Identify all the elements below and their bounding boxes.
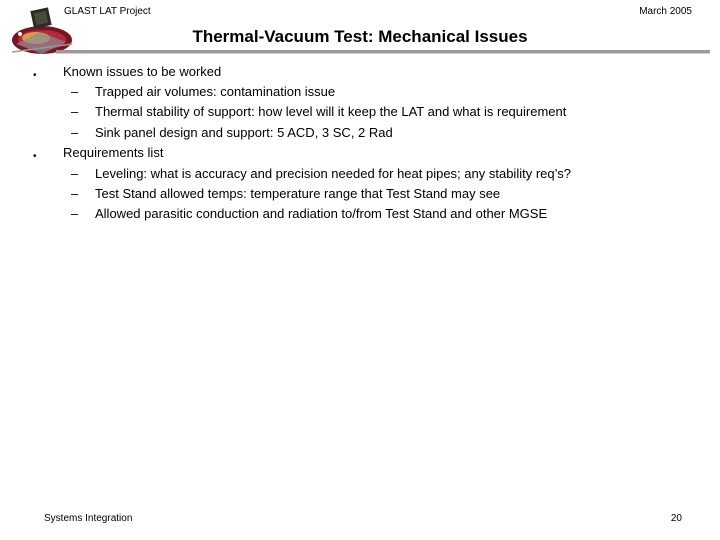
dash-marker: –	[71, 104, 79, 119]
dash-marker: –	[71, 166, 79, 181]
list-item: Sink panel design and support: 5 ACD, 3 SC, 2 Rad	[95, 125, 393, 140]
page-number: 20	[670, 513, 682, 524]
dash-marker: –	[71, 206, 79, 221]
section-heading: Requirements list	[63, 145, 164, 160]
list-item: Thermal stability of support: how level will it keep the LAT and what is requirement	[95, 104, 567, 119]
list-item: Test Stand allowed temps: temperature range that Test Stand may see	[95, 186, 501, 201]
dash-marker: –	[71, 125, 79, 140]
project-name: GLAST LAT Project	[64, 6, 151, 17]
title-divider-shadow	[56, 53, 710, 54]
footer-section-name: Systems Integration	[44, 513, 133, 524]
bullet-icon: •	[33, 70, 37, 81]
list-item: Leveling: what is accuracy and precision needed for heat pipes; any stability req’s?	[95, 166, 571, 181]
slide-title: Thermal-Vacuum Test: Mechanical Issues	[192, 27, 528, 46]
list-item: Allowed parasitic conduction and radiation to/from Test Stand and other MGSE	[95, 206, 548, 221]
header-date: March 2005	[639, 6, 692, 17]
section-heading: Known issues to be worked	[63, 64, 222, 79]
dash-marker: –	[71, 84, 79, 99]
list-item: Trapped air volumes: contamination issue	[95, 84, 336, 99]
dash-marker: –	[71, 186, 79, 201]
bullet-icon: •	[33, 151, 37, 162]
